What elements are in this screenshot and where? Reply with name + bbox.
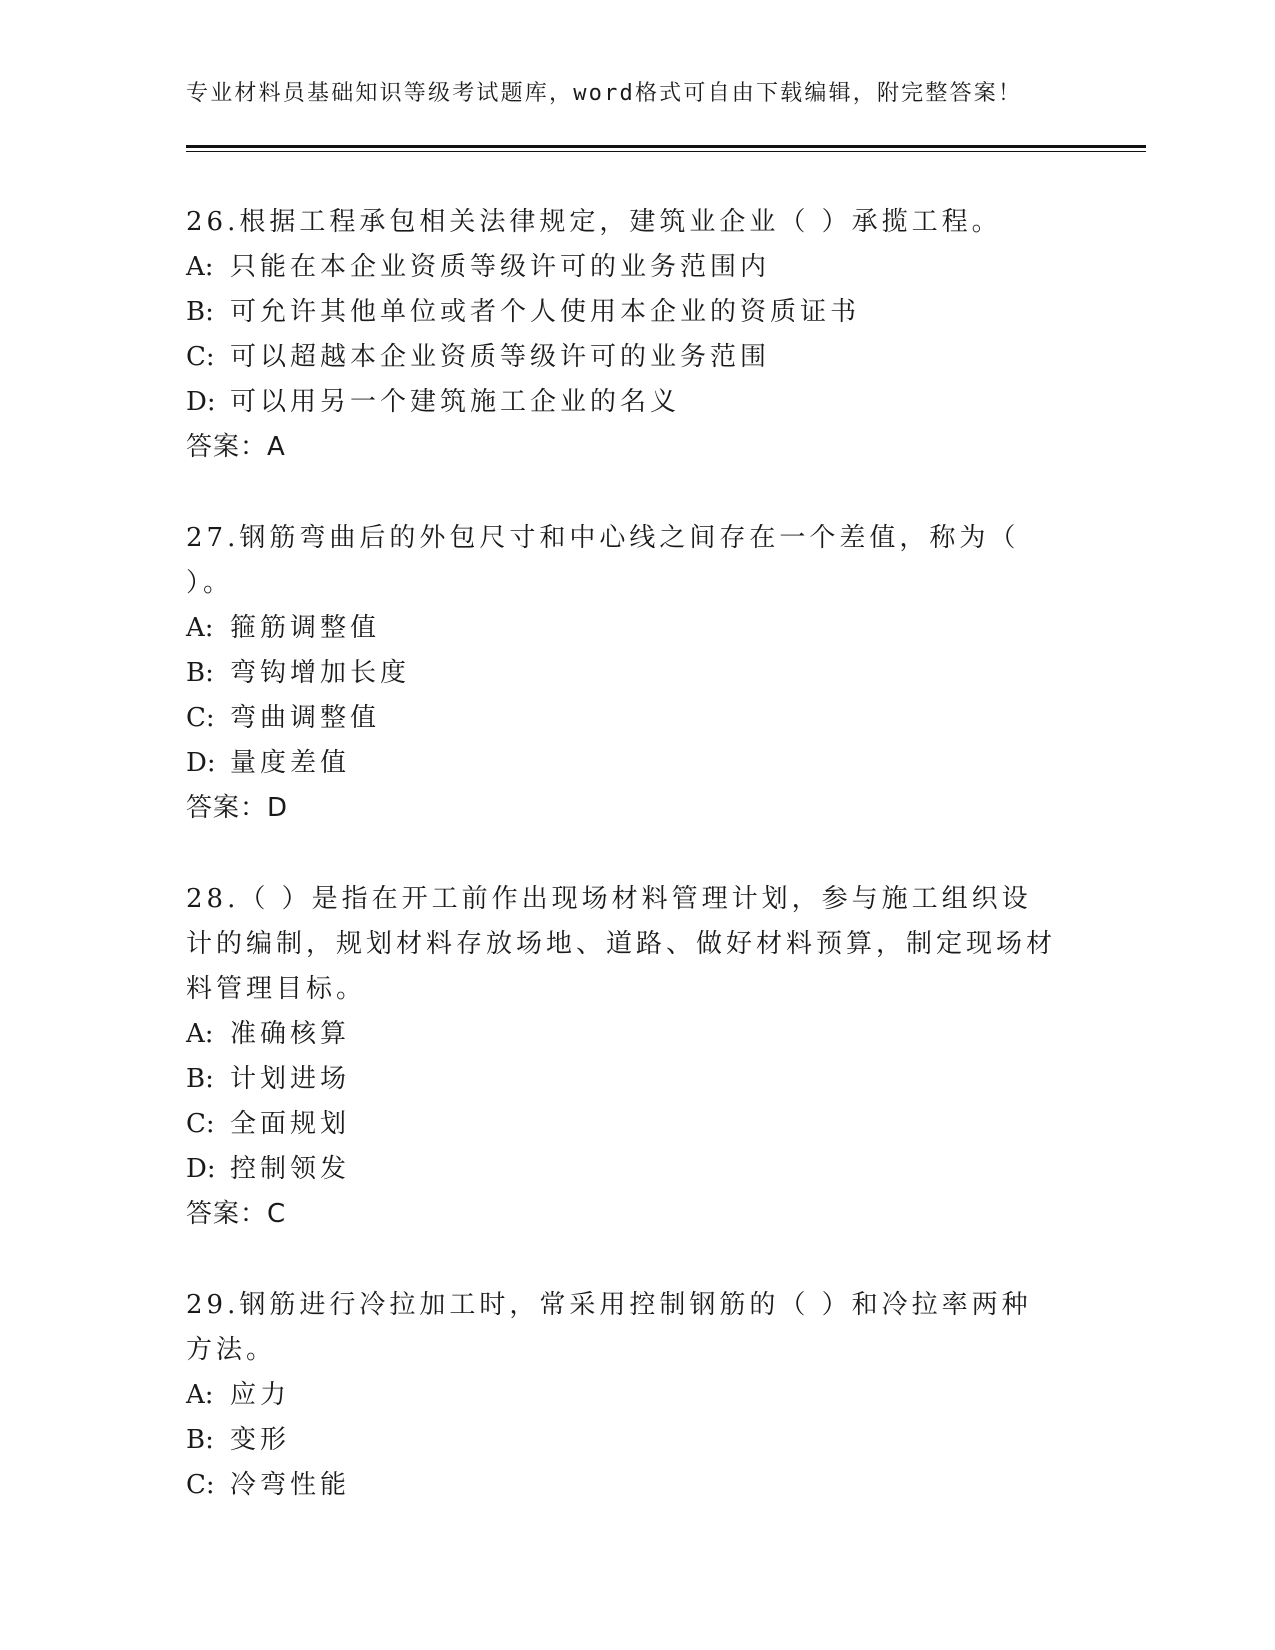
option-label: A:	[186, 1019, 214, 1049]
option-d	[186, 380, 1056, 425]
question-26	[186, 200, 1056, 470]
option-b	[186, 1418, 1056, 1463]
page-header: 专业材料员基础知识等级考试题库，word格式可自由下载编辑，附完整答案！	[186, 81, 1023, 106]
question-stem: 28.（ ）是指在开工前作出现场材料管理计划，参与施工组织设计的编制，规划材料存放场地、道路、做好材料预算，制定现场材料管理目标。	[186, 884, 1057, 1004]
header-rule-thin	[186, 151, 1146, 152]
option-text: 控制领发	[230, 1154, 351, 1184]
option-a	[186, 1012, 1056, 1057]
option-c	[186, 335, 1056, 380]
option-label: D:	[186, 387, 216, 417]
option-label: D:	[186, 1154, 216, 1184]
answer: 答案：A	[186, 432, 286, 462]
option-text: 计划进场	[230, 1064, 351, 1094]
option-text: 只能在本企业资质等级许可的业务范围内	[230, 252, 771, 282]
header-rule-thick	[186, 145, 1146, 148]
option-label: C:	[186, 703, 215, 733]
option-text: 弯钩增加长度	[230, 658, 411, 688]
option-text: 准确核算	[230, 1019, 351, 1049]
question-27	[186, 516, 1056, 831]
answer: 答案：D	[186, 793, 289, 823]
option-label: B:	[186, 1425, 214, 1455]
option-label: D:	[186, 748, 216, 778]
option-c	[186, 1463, 1056, 1508]
option-a	[186, 1373, 1056, 1418]
option-text: 弯曲调整值	[230, 703, 381, 733]
option-label: B:	[186, 658, 214, 688]
option-a	[186, 245, 1056, 290]
option-b	[186, 290, 1056, 335]
option-label: B:	[186, 1064, 214, 1094]
option-text: 量度差值	[230, 748, 351, 778]
question-stem: 26.根据工程承包相关法律规定，建筑业企业（ ）承揽工程。	[186, 207, 1002, 237]
option-d	[186, 741, 1056, 786]
question-28	[186, 877, 1056, 1237]
option-text: 冷弯性能	[230, 1470, 351, 1500]
option-c	[186, 1102, 1056, 1147]
question-list	[186, 200, 1056, 1554]
option-label: A:	[186, 1380, 214, 1410]
question-stem: 27.钢筋弯曲后的外包尺寸和中心线之间存在一个差值，称为（ ）。	[186, 523, 1020, 598]
answer: 答案：C	[186, 1199, 287, 1229]
option-text: 变形	[230, 1425, 291, 1455]
option-text: 可以用另一个建筑施工企业的名义	[230, 387, 681, 417]
option-label: B:	[186, 297, 214, 327]
option-text: 应力	[230, 1380, 291, 1410]
option-label: C:	[186, 1470, 215, 1500]
option-a	[186, 606, 1056, 651]
option-text: 全面规划	[230, 1109, 351, 1139]
option-b	[186, 1057, 1056, 1102]
option-b	[186, 651, 1056, 696]
question-29	[186, 1283, 1056, 1508]
option-label: A:	[186, 613, 214, 643]
option-c	[186, 696, 1056, 741]
option-d	[186, 1147, 1056, 1192]
option-text: 箍筋调整值	[230, 613, 381, 643]
question-stem: 29.钢筋进行冷拉加工时，常采用控制钢筋的（ ）和冷拉率两种方法。	[186, 1290, 1032, 1365]
option-label: C:	[186, 342, 215, 372]
option-text: 可以超越本企业资质等级许可的业务范围	[230, 342, 771, 372]
option-label: C:	[186, 1109, 215, 1139]
option-label: A:	[186, 252, 214, 282]
option-text: 可允许其他单位或者个人使用本企业的资质证书	[230, 297, 861, 327]
